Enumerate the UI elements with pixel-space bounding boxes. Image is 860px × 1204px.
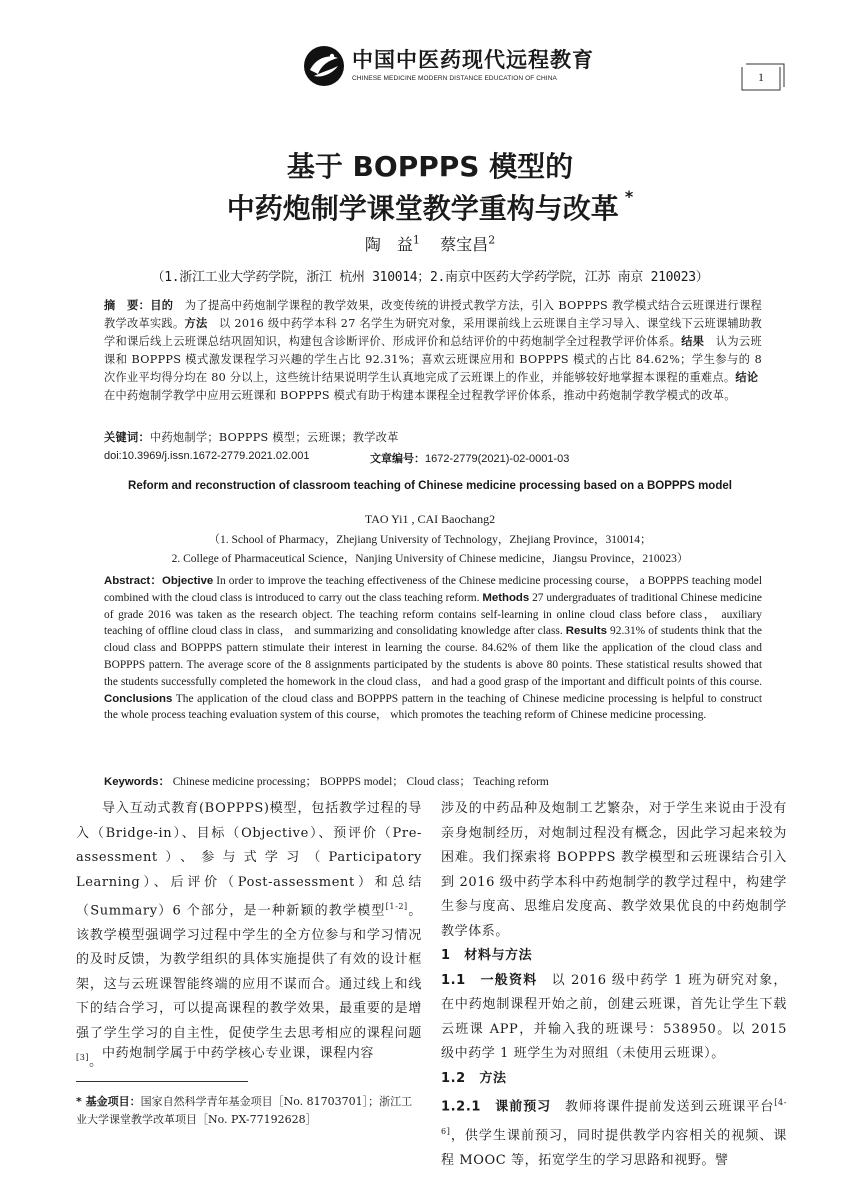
title-line-2 xyxy=(0,187,860,227)
title-line-2-text: 中药炮制学课堂教学重构与改革 xyxy=(226,192,619,225)
methods-en-text: 27 undergraduates of traditional Chinese medicine of grade 2016 was taken as the research object. The teaching reform contains self-learning in online cloud class before class， auxiliary teaching of offline cloud class in class， and summarizing and consolidating knowledge after class. xyxy=(104,591,762,638)
keywords-en-label: Keywords： xyxy=(104,776,170,788)
abstract-label: 摘 要： xyxy=(104,299,151,312)
section-1-2-1 xyxy=(441,1091,787,1173)
objective-en-label: Objective xyxy=(161,575,214,587)
author-1: 陶 益 xyxy=(364,235,413,254)
results-en-text: 92.31% of students think that the cloud class and BOPPPS pattern stimulate their interest in learning the course. 84.62% of them like the application of the cloud class and BOPPPS pattern. The average score of the 8 assignments participated by the students is above 80 points. These statistical results showed that the students successfully completed the homework in the cloud class， and had a good grasp of the important and difficult points of this course. xyxy=(104,625,762,688)
abstract-en xyxy=(104,573,762,771)
title-footnote-mark: * xyxy=(624,187,634,206)
affiliation-cn: （1.浙江工业大学药学院，浙江 杭州 310014；2.南京中医药大学药学院，江苏 南京 210023） xyxy=(151,270,709,285)
body-paragraph-1 xyxy=(76,797,422,1075)
article-number-value: 1672-2779(2021)-02-0001-03 xyxy=(425,453,570,465)
author-2: 蔡宝昌 xyxy=(440,235,489,254)
section-heading-1-2: 1.2 方法 xyxy=(441,1070,507,1086)
results-en-label: Results xyxy=(565,625,607,638)
journal-name-cn: 中国中医药现代远程教育 xyxy=(352,48,594,72)
section-1-2-1-label: 1.2.1 课前预习 xyxy=(441,1099,552,1115)
footnote-divider xyxy=(76,1081,248,1082)
body-paragraph-1-a: 导入互动式教育(BOPPPS)模型，包括教学过程的导入（Bridge-in）、目标（Objective）、预评价（Pre-assessment）、参与式学习（Participatory Learning）、后评价（Post-assessment）和总结（Summary）6 个部分，是一种新颖的教学模型 xyxy=(76,801,422,919)
article-number-label: 文章编号： xyxy=(370,452,425,465)
affiliation-en-2: 2. College of Pharmaceutical Science，Nanjing University of Chinese medicine，Jiangsu Province，210023） xyxy=(171,553,689,565)
conclusion-text: 在中药炮制学教学中应用云班课和 BOPPPS 模式有助于构建本课程全过程教学评价体系，推动中药炮制学教学模式的改革。 xyxy=(104,371,770,402)
keywords-cn-label: 关键词： xyxy=(104,431,150,444)
citation-4-6: [4-6] xyxy=(441,1098,787,1136)
authors-cn xyxy=(0,232,860,255)
section-1-2-1-text-b: ，供学生课前预习，同时提供教学内容相关的视频、课程 MOOC 等，拓宽学生的学习思路和视野。譬 xyxy=(441,1128,787,1168)
keywords-cn xyxy=(104,429,399,445)
section-1-1-text: 以 2016 级中药学 1 班为研究对象，在中药炮制课程开始之前，创建云班课，首先让学生下载云班课 APP，并输入我的班课号：538950。以 2015 级中药学 1 班学生为对照组（未使用云班课）。 xyxy=(441,972,787,1061)
body-paragraph-1-b: 。该教学模型强调学习过程中学生的全方位参与和学习情况的及时反馈，为教学组织的具体实施提供了有效的设计框架，这与云班课智能终端的应用不谋而合。通过线上和线下的结合学习，可以提高课程的教学效果，最重要的是增强了学生学习的自主性，促使学生去思考相应的课程问题 xyxy=(76,903,422,1041)
citation-1-2: [1-2] xyxy=(385,902,408,911)
methods-label: 方法 xyxy=(184,317,208,330)
page-number: 1 xyxy=(758,70,764,84)
section-heading-1: 1 材料与方法 xyxy=(441,948,533,963)
keywords-en-text: Chinese medicine processing； BOPPPS model； Cloud class； Teaching reform xyxy=(169,776,549,788)
abstract-cn xyxy=(104,297,770,427)
authors-en: TAO Yi1 , CAI Baochang2 xyxy=(364,512,496,526)
footnote xyxy=(76,1093,422,1129)
conclusions-en-text: The application of the cloud class and BOPPPS pattern in the teaching of Chinese medicine processing is helpful to construct the whole process teaching evaluation system of this course， which promotes the teaching reform of Chinese medicine processing. xyxy=(104,692,762,722)
abstract-en-label: Abstract： xyxy=(104,575,162,587)
keywords-cn-text: 中药炮制学；BOPPPS 模型；云班课；教学改革 xyxy=(149,431,399,444)
body-right-column xyxy=(441,797,787,1168)
methods-en-label: Methods xyxy=(482,591,530,604)
body-paragraph-1-c: 。 xyxy=(89,1054,103,1070)
body-left-column-end xyxy=(76,1042,422,1072)
objective-en-text: In order to improve the teaching effectiveness of the Chinese medicine processing course， a BOPPPS teaching model combined with the cloud class is introduced to carry out the class teaching reform. xyxy=(104,575,762,604)
footnote-label: * 基金项目： xyxy=(76,1095,141,1108)
body-paragraph-2: 中药炮制学属于中药学核心专业课，课程内容 xyxy=(102,1046,375,1061)
results-label: 结果 xyxy=(681,335,705,348)
conclusion-label: 结论 xyxy=(735,371,759,384)
journal-logo-icon xyxy=(302,44,346,88)
author-1-sup: 1 xyxy=(412,233,420,247)
results-text: 认为云班课和 BOPPPS 模式激发课程学习兴趣的学生占比 92.31%；喜欢云班课应用和 BOPPPS 模式的占比 84.62%；学生参与的 8 次作业平均得分均在 80 分以上，这些统计结果说明学生认真地完成了云班课上的作业，并能够较好地掌握本课程的重难点。 xyxy=(104,335,762,384)
keywords-en xyxy=(104,773,549,789)
section-1-2-1-text-a: 教师将课件提前发送到云班课平台 xyxy=(551,1099,775,1115)
title-line-1: 基于 BOPPPS 模型的 xyxy=(286,150,574,183)
doi: doi:10.3969/j.issn.1672-2779.2021.02.001 xyxy=(104,450,310,462)
objective-label: 目的 xyxy=(150,299,174,312)
author-2-sup: 2 xyxy=(488,233,496,247)
title-en: Reform and reconstruction of classroom teaching of Chinese medicine processing based on a BOPPPS model xyxy=(128,480,732,492)
objective-text: 为了提高中药炮制学课程的教学效果，改变传统的讲授式教学方法，引入 BOPPPS 教学模式结合云班课进行课程教学改革实践。 xyxy=(104,299,762,330)
methods-text: 以 2016 级中药学本科 27 名学生为研究对象，采用课前线上云班课自主学习导入、课堂线下云班课辅助教学和课后线上云班课总结巩固知识，构建包含诊断评价、形成评价和总结评价的中药炮制学全过程教学评价体系。 xyxy=(104,317,763,348)
section-1-1 xyxy=(441,969,787,1067)
section-1-1-label: 1.1 一般资料 xyxy=(441,972,538,988)
journal-name-en: CHINESE MEDICINE MODERN DISTANCE EDUCATION OF CHINA xyxy=(352,75,557,82)
footnote-text: 国家自然科学青年基金项目［No. 81703701］；浙江工业大学课堂教学改革项目［No. PX-77192628］ xyxy=(76,1095,413,1126)
article-number xyxy=(370,450,569,466)
citation-3: [3] xyxy=(76,1053,90,1063)
conclusions-en-label: Conclusions xyxy=(104,692,173,705)
body-paragraph-3: 涉及的中药品种及炮制工艺繁杂，对于学生来说由于没有亲身炮制经历，对炮制过程没有概念，因此学习起来较为困难。我们探索将 BOPPPS 教学模型和云班课结合引入到 2016 级中药学本科中药炮制学的教学过程中，构建学生参与度高、思维启发度高、教学效果优良的中药炮制学教学体系。 xyxy=(441,801,787,939)
affiliation-en-1: （1. School of Pharmacy，Zhejiang University of Technology，Zhejiang Province，310014； xyxy=(208,534,652,546)
